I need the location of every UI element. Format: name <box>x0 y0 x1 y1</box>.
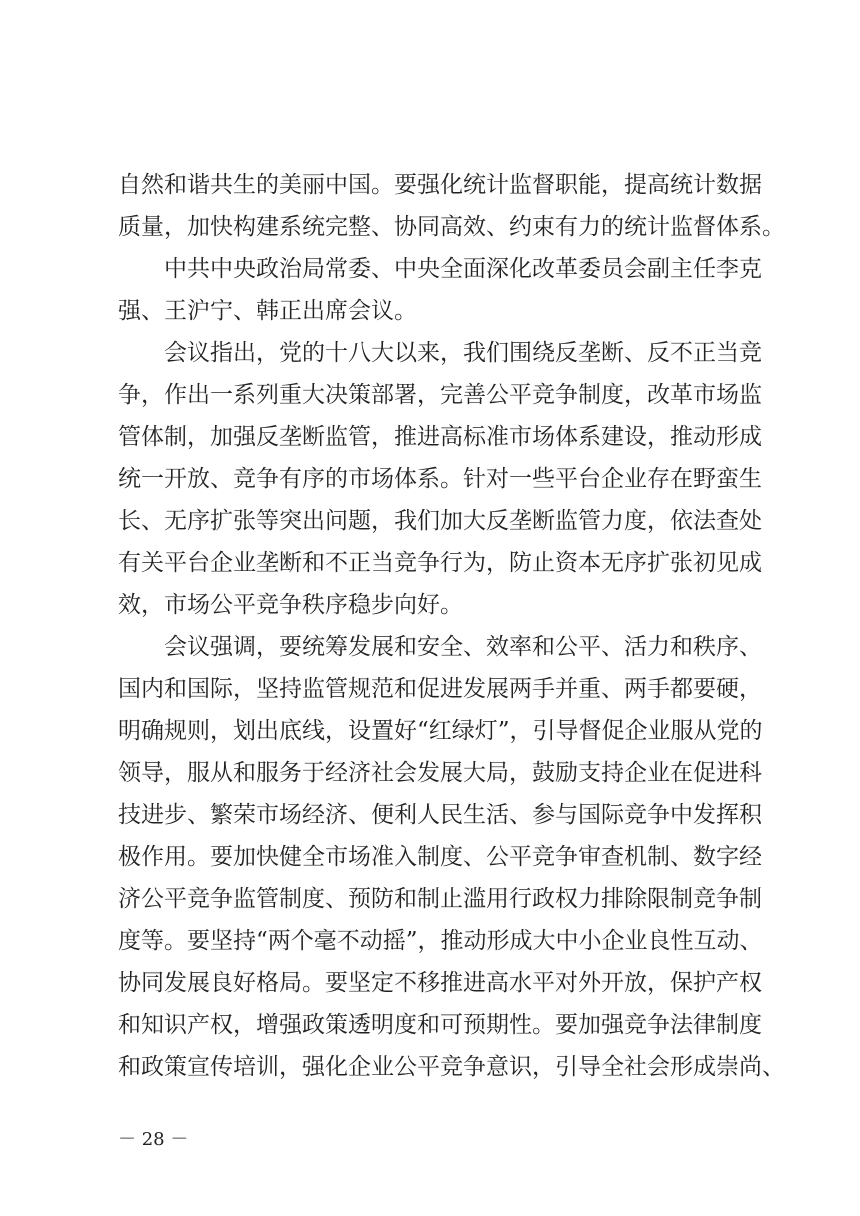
text-line: 长、无序扩张等突出问题，我们加大反垄断监管力度，依法查处 <box>118 508 762 534</box>
text-line: 效，市场公平竞争秩序稳步向好。 <box>118 592 463 618</box>
text-line: 会议强调，要统筹发展和安全、效率和公平、活力和秩序、 <box>164 634 762 660</box>
text-line: 管体制，加强反垄断监管，推进高标准市场体系建设，推动形成 <box>118 424 762 450</box>
text-line: 国内和国际，坚持监管规范和促进发展两手并重、两手都要硬， <box>118 676 762 702</box>
paragraph-meeting-pointed-out <box>118 332 762 626</box>
text-line: 明确规则，划出底线，设置好“红绿灯”，引导督促企业服从党的 <box>118 718 763 744</box>
text-line: 协同发展良好格局。要坚定不移推进高水平对外开放，保护产权 <box>118 970 762 996</box>
paragraph-attendees <box>118 248 762 332</box>
text-line: 度等。要坚持“两个毫不动摇”，推动形成大中小企业良性互动、 <box>118 928 763 954</box>
text-line: 质量，加快构建系统完整、协同高效、约束有力的统计监督体系。 <box>118 214 785 240</box>
document-body <box>118 164 785 1088</box>
text-line: 有关平台企业垄断和不正当竞争行为，防止资本无序扩张初见成 <box>118 550 762 576</box>
text-line: 统一开放、竞争有序的市场体系。针对一些平台企业存在野蛮生 <box>118 466 762 492</box>
paragraph-continuation <box>118 164 785 248</box>
text-line: 自然和谐共生的美丽中国。要强化统计监督职能，提高统计数据 <box>118 172 762 198</box>
text-line: 和政策宣传培训，强化企业公平竞争意识，引导全社会形成崇尚、 <box>118 1054 785 1080</box>
text-line: 济公平竞争监管制度、预防和制止滥用行政权力排除限制竞争制 <box>118 886 762 912</box>
text-line: 领导，服从和服务于经济社会发展大局，鼓励支持企业在促进科 <box>118 760 762 786</box>
text-line: 争，作出一系列重大决策部署，完善公平竞争制度，改革市场监 <box>118 382 762 408</box>
paragraph-meeting-emphasized <box>118 626 785 1088</box>
text-line: 技进步、繁荣市场经济、便利人民生活、参与国际竞争中发挥积 <box>118 802 762 828</box>
page-number: － 28 － <box>118 1129 189 1150</box>
text-line: 和知识产权，增强政策透明度和可预期性。要加强竞争法律制度 <box>118 1012 762 1038</box>
text-line: 极作用。要加快健全市场准入制度、公平竞争审查机制、数字经 <box>118 844 762 870</box>
text-line: 中共中央政治局常委、中央全面深化改革委员会副主任李克 <box>164 256 762 282</box>
text-line: 强、王沪宁、韩正出席会议。 <box>118 298 417 324</box>
text-line: 会议指出，党的十八大以来，我们围绕反垄断、反不正当竞 <box>164 340 762 366</box>
